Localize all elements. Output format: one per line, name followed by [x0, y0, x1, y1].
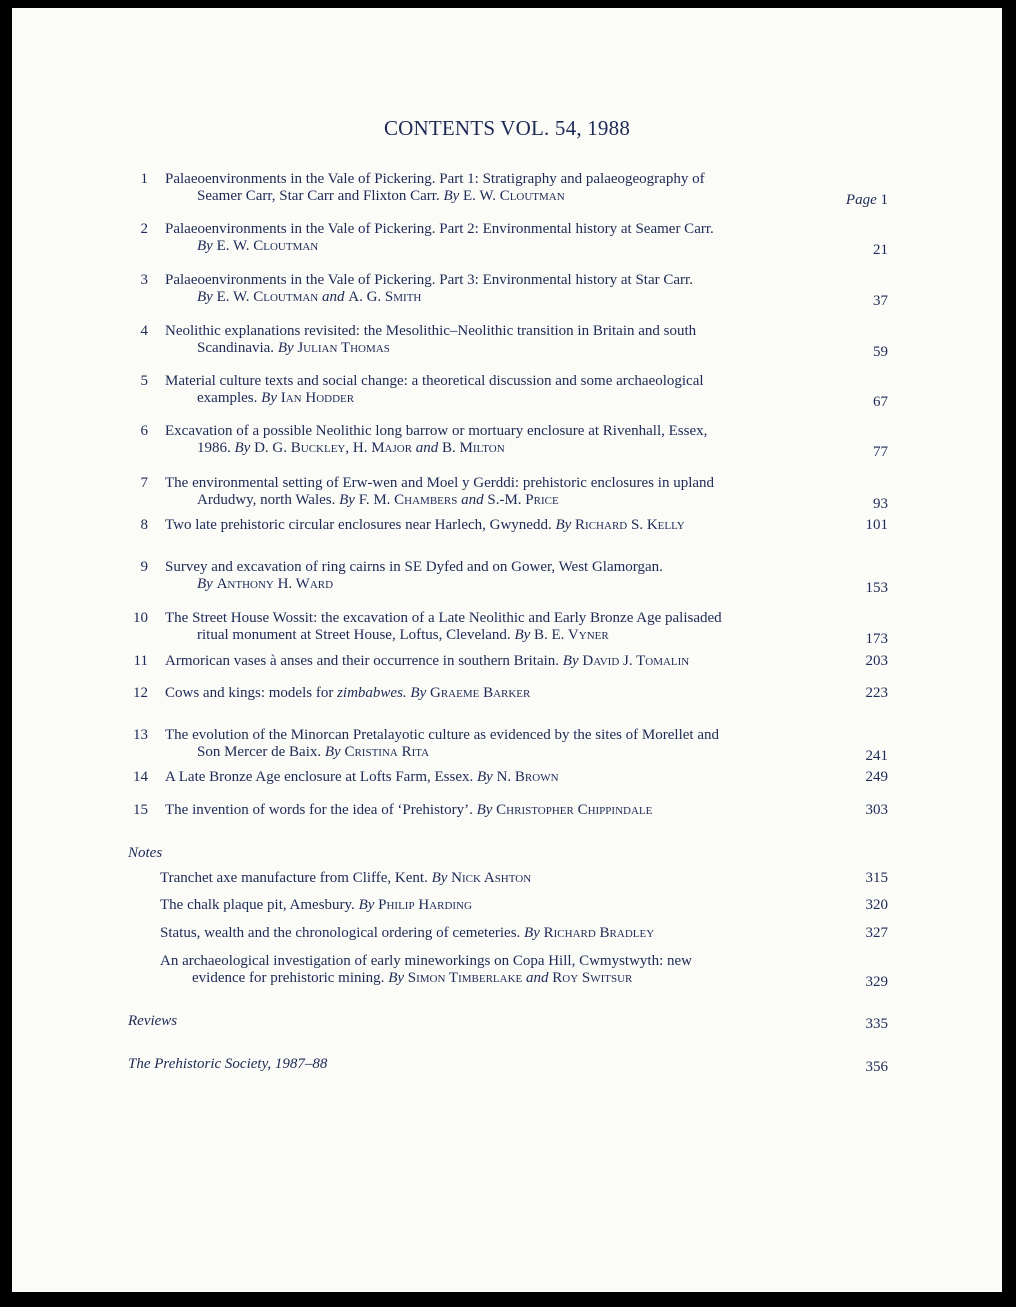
- entry-title-line: [160, 897, 472, 914]
- entry-continuation-line: [197, 492, 559, 509]
- entry-title-line: [165, 373, 704, 390]
- entry-title-line: [165, 559, 663, 576]
- entry-title-line: [165, 610, 722, 627]
- author-name: B. E. Vyner: [534, 627, 609, 643]
- title-text: The evolution of the Minorcan Pretalayotic culture as evidenced by the sites of Morellet and: [165, 727, 719, 743]
- by-word: By: [324, 744, 341, 760]
- by-word: By: [339, 492, 355, 508]
- entry-number: 5: [140, 373, 148, 389]
- entry-continuation-line: [197, 744, 429, 761]
- page-number: [866, 925, 889, 942]
- and-word: and: [526, 970, 549, 986]
- page-value: 93: [873, 496, 888, 512]
- entry-title-line: [165, 171, 705, 188]
- entry-title-line: [165, 802, 652, 819]
- by-word: By: [524, 925, 540, 941]
- title-text: Two late prehistoric circular enclosures near Harlech, Gwynedd.: [165, 517, 552, 533]
- title-text: Excavation of a possible Neolithic long barrow or mortuary enclosure at Rivenhall, Essex,: [165, 423, 708, 439]
- title-text: Palaeoenvironments in the Vale of Pickering. Part 3: Environmental history at Star Carr.: [165, 272, 693, 288]
- page-prefix: Page: [845, 192, 877, 208]
- entry-continuation-line: [197, 188, 565, 205]
- entry-continuation-line: [197, 340, 390, 357]
- page-value: 1: [880, 192, 888, 208]
- author-name: Cristina Rita: [344, 744, 430, 760]
- page-number: [866, 685, 889, 702]
- page-value: 327: [865, 925, 888, 941]
- by-word: By: [514, 627, 531, 643]
- entry-number: 13: [133, 727, 148, 743]
- title-text: Ardudwy, north Wales.: [197, 492, 336, 508]
- page-value: 329: [865, 974, 888, 990]
- page-number: [846, 192, 888, 209]
- author-name: Simon Timberlake: [407, 970, 523, 986]
- page-value: 241: [865, 748, 888, 764]
- page-title: CONTENTS VOL. 54, 1988: [383, 116, 631, 140]
- entry-continuation-line: [197, 289, 421, 306]
- author-name: Philip Harding: [378, 897, 472, 913]
- entry-title-line: [165, 272, 693, 289]
- author-name: Ian Hodder: [280, 390, 355, 406]
- entry-title-line: [165, 517, 685, 534]
- page-number: [866, 748, 889, 765]
- page-number: [873, 344, 888, 361]
- page-number: [873, 242, 888, 259]
- by-word: By: [562, 653, 579, 669]
- author-name: D. G. Buckley, H. Major: [254, 440, 413, 456]
- entry-title-line: [165, 653, 689, 670]
- entry-continuation-line: [197, 576, 333, 593]
- entry-number: 11: [133, 653, 148, 669]
- entry-number: 3: [140, 272, 148, 288]
- page-value: 249: [865, 769, 888, 785]
- by-word: By: [443, 188, 460, 204]
- by-word: By: [197, 289, 213, 305]
- reviews-heading: Reviews: [128, 1013, 178, 1029]
- entry-continuation-line: [197, 627, 609, 644]
- page-number: [873, 496, 888, 513]
- page-number: [866, 802, 889, 819]
- page-value: 315: [865, 870, 888, 886]
- author-name: Richard Bradley: [543, 925, 655, 941]
- title-text: 1986.: [197, 440, 231, 456]
- page-number: 356: [865, 1059, 888, 1075]
- page-value: 153: [865, 580, 888, 596]
- contents-page: [12, 8, 1002, 1292]
- society-heading: The Prehistoric Society, 1987–88: [128, 1056, 328, 1072]
- title-text: Palaeoenvironments in the Vale of Pickering. Part 2: Environmental history at Seamer Carr.: [165, 221, 714, 237]
- page-number: [866, 653, 889, 670]
- by-word: By: [197, 576, 213, 592]
- entry-continuation-line: [197, 440, 505, 457]
- author-name: Richard S. Kelly: [575, 517, 685, 533]
- page-value: 77: [873, 444, 888, 460]
- author-name: E. W. Cloutman: [463, 188, 565, 204]
- author-name: Roy Switsur: [552, 970, 633, 986]
- page-value: 67: [873, 394, 888, 410]
- entry-title-line: [160, 953, 692, 970]
- entry-title-line: [160, 925, 654, 942]
- entry-number: 9: [140, 559, 148, 575]
- title-text: Material culture texts and social change: a theoretical discussion and some archaeological: [165, 373, 704, 389]
- by-word: By: [234, 440, 251, 456]
- author-name: S.-M. Price: [487, 492, 559, 508]
- entry-continuation-line: [197, 390, 354, 407]
- by-word: By: [277, 340, 294, 356]
- entry-title-line: [160, 870, 531, 887]
- page-number: [866, 897, 889, 914]
- page-number: [866, 580, 889, 597]
- author-name: David J. Tomalin: [582, 653, 690, 669]
- entry-title-line: [165, 423, 707, 440]
- by-word: By: [477, 769, 493, 785]
- entry-title-line: [165, 221, 714, 238]
- entry-number: 2: [140, 221, 148, 237]
- page-value: 320: [865, 897, 888, 913]
- title-text: The chalk plaque pit, Amesbury.: [160, 897, 355, 913]
- page-number: [866, 517, 889, 534]
- title-text: The invention of words for the idea of ‘Prehistory’.: [165, 802, 473, 818]
- author-name: E. W. Cloutman: [216, 289, 319, 305]
- title-text: evidence for prehistoric mining.: [192, 970, 385, 986]
- entry-continuation-line: [197, 238, 318, 255]
- entry-title-line: [165, 685, 530, 702]
- author-name: Graeme Barker: [430, 685, 531, 701]
- by-word: By: [431, 870, 448, 886]
- page-value: 59: [873, 344, 888, 360]
- entry-title-line: [165, 475, 714, 492]
- title-text: examples.: [197, 390, 258, 406]
- title-text: Armorican vases à anses and their occurrence in southern Britain.: [165, 653, 560, 669]
- by-word: By: [410, 685, 427, 701]
- entry-number: 1: [140, 171, 148, 187]
- author-name: A. G. Smith: [348, 289, 422, 305]
- author-name: Nick Ashton: [451, 870, 532, 886]
- author-name: F. M. Chambers: [358, 492, 458, 508]
- page-number: [866, 974, 889, 991]
- title-text: A Late Bronze Age enclosure at Lofts Farm, Essex.: [165, 769, 474, 785]
- entry-title-line: [165, 727, 719, 744]
- by-word: By: [476, 802, 493, 818]
- page-number: 335: [865, 1016, 888, 1032]
- entry-number: 15: [133, 802, 148, 818]
- page-value: 101: [865, 517, 888, 533]
- page-number: [866, 870, 889, 887]
- page-number: [866, 769, 889, 786]
- author-name: E. W. Cloutman: [216, 238, 319, 254]
- title-text: Survey and excavation of ring cairns in SE Dyfed and on Gower, West Glamorgan.: [165, 559, 663, 575]
- notes-heading: Notes: [128, 845, 163, 861]
- entry-number: 12: [133, 685, 148, 701]
- and-word: and: [461, 492, 484, 508]
- by-word: By: [388, 970, 405, 986]
- by-word: By: [261, 390, 277, 406]
- title-text: Palaeoenvironments in the Vale of Pickering. Part 1: Stratigraphy and palaeogeography of: [165, 171, 705, 187]
- entry-title-line: [165, 323, 696, 340]
- page-number: [866, 631, 889, 648]
- page-value: 223: [865, 685, 888, 701]
- title-text: Cows and kings: models for: [165, 685, 334, 701]
- entry-number: 4: [140, 323, 148, 339]
- page-value: 37: [873, 293, 888, 309]
- entry-continuation-line: [192, 970, 632, 987]
- entry-number: 14: [133, 769, 148, 785]
- entry-title-line: [165, 769, 559, 786]
- title-text: An archaeological investigation of early mineworkings on Copa Hill, Cwmystwyth: new: [160, 953, 692, 969]
- author-name: Anthony H. Ward: [216, 576, 334, 592]
- author-name: B. Milton: [442, 440, 505, 456]
- title-text: Status, wealth and the chronological ordering of cemeteries.: [160, 925, 521, 941]
- page-value: 173: [865, 631, 888, 647]
- by-word: By: [555, 517, 572, 533]
- by-word: By: [358, 897, 375, 913]
- page-number: [873, 394, 888, 411]
- page-value: 303: [865, 802, 888, 818]
- and-word: and: [415, 440, 439, 456]
- title-italic: zimbabwes.: [337, 685, 407, 701]
- entry-number: 6: [140, 423, 148, 439]
- author-name: N. Brown: [496, 769, 559, 785]
- title-text: Scandinavia.: [197, 340, 275, 356]
- title-text: Tranchet axe manufacture from Cliffe, Kent.: [160, 870, 428, 886]
- title-text: The Street House Wossit: the excavation of a Late Neolithic and Early Bronze Age palisaded: [165, 610, 722, 626]
- by-word: By: [197, 238, 213, 254]
- title-text: Neolithic explanations revisited: the Mesolithic–Neolithic transition in Britain and south: [165, 323, 697, 339]
- and-word: and: [322, 289, 345, 305]
- entry-number: 7: [140, 475, 148, 491]
- page-number: [873, 293, 888, 310]
- title-text: The environmental setting of Erw-wen and Moel y Gerddi: prehistoric enclosures in upland: [165, 475, 715, 491]
- entry-number: 10: [133, 610, 148, 626]
- author-name: Christopher Chippindale: [496, 802, 653, 818]
- page-number: [873, 444, 888, 461]
- page-value: 21: [873, 242, 888, 258]
- title-text: Son Mercer de Baix.: [197, 744, 322, 760]
- entry-number: 8: [140, 517, 148, 533]
- title-text: ritual monument at Street House, Loftus, Cleveland.: [197, 627, 511, 643]
- author-name: Julian Thomas: [297, 340, 390, 356]
- page-value: 203: [865, 653, 888, 669]
- title-text: Seamer Carr, Star Carr and Flixton Carr.: [197, 188, 440, 204]
